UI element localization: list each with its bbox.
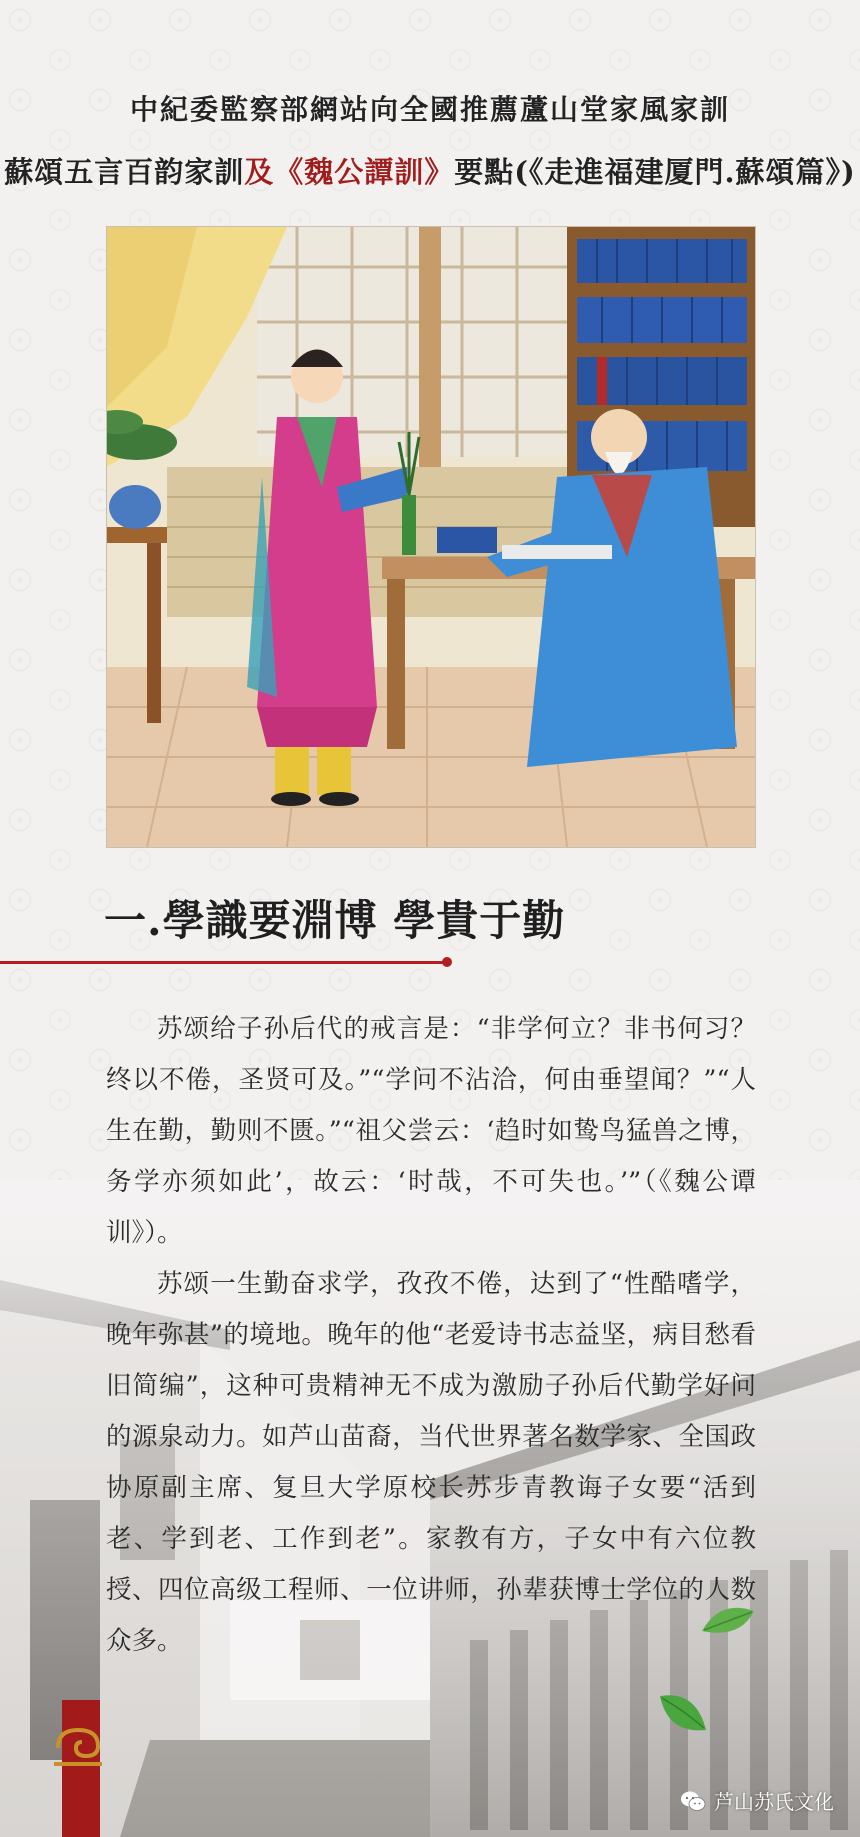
header-title: 中紀委監察部網站向全國推薦蘆山堂家風家訓 <box>129 93 730 126</box>
paragraph: 苏颂一生勤奋求学，孜孜不倦，达到了“性酷嗜学，晚年弥甚”的境地。晚年的他“老爱诗书志益坚，病目愁看旧简编”，这种可贵精神无不成为激励子孙后代勤学好问的源泉动力。如芦山苗裔，当代世界著名数学家、全国政协原副主席、复旦大学原校长苏步青教诲子女要“活到老、学到老、工作到老”。家教有方，子女中有六位教授、四位高级工程师、一位讲师，孙辈获博士学位的人数众多。 <box>106 1269 756 1656</box>
scholar-illustration <box>107 227 755 847</box>
brand-watermark <box>680 1786 834 1815</box>
header-subtitle-part1: 蘇頌五言百韵家訓 <box>4 155 245 189</box>
header-subtitle-highlight: 及《魏公譚訓》 <box>244 155 455 189</box>
paragraph: 苏颂给子孙后代的戒言是：“非学何立？非书何习？终以不倦，圣贤可及。”“学问不沾洽，何由垂望闻？”“人生在勤，勤则不匮。”“祖父尝云：‘趋时如鸷鸟猛兽之博，务学亦须如此’，故云：‘时哉，不可失也。’”（《魏公谭训》）。 <box>106 1014 756 1248</box>
header-subtitle-part3: 要點(《走進福建厦門.蘇頌篇》) <box>454 155 856 189</box>
article-body <box>106 1004 756 1667</box>
header <box>0 88 860 191</box>
section-title: 一.學識要淵博 學貴于勤 <box>104 896 566 945</box>
leaf-icon <box>656 1690 710 1736</box>
leaf-icon <box>700 1605 756 1639</box>
brand-name: 芦山苏氏文化 <box>714 1790 834 1814</box>
wechat-icon <box>680 1790 706 1812</box>
section-divider-dot <box>442 957 452 967</box>
cloud-ornament-icon <box>50 1720 106 1776</box>
header-subtitle <box>0 150 860 191</box>
section-divider <box>0 961 448 964</box>
illustration <box>106 226 756 848</box>
